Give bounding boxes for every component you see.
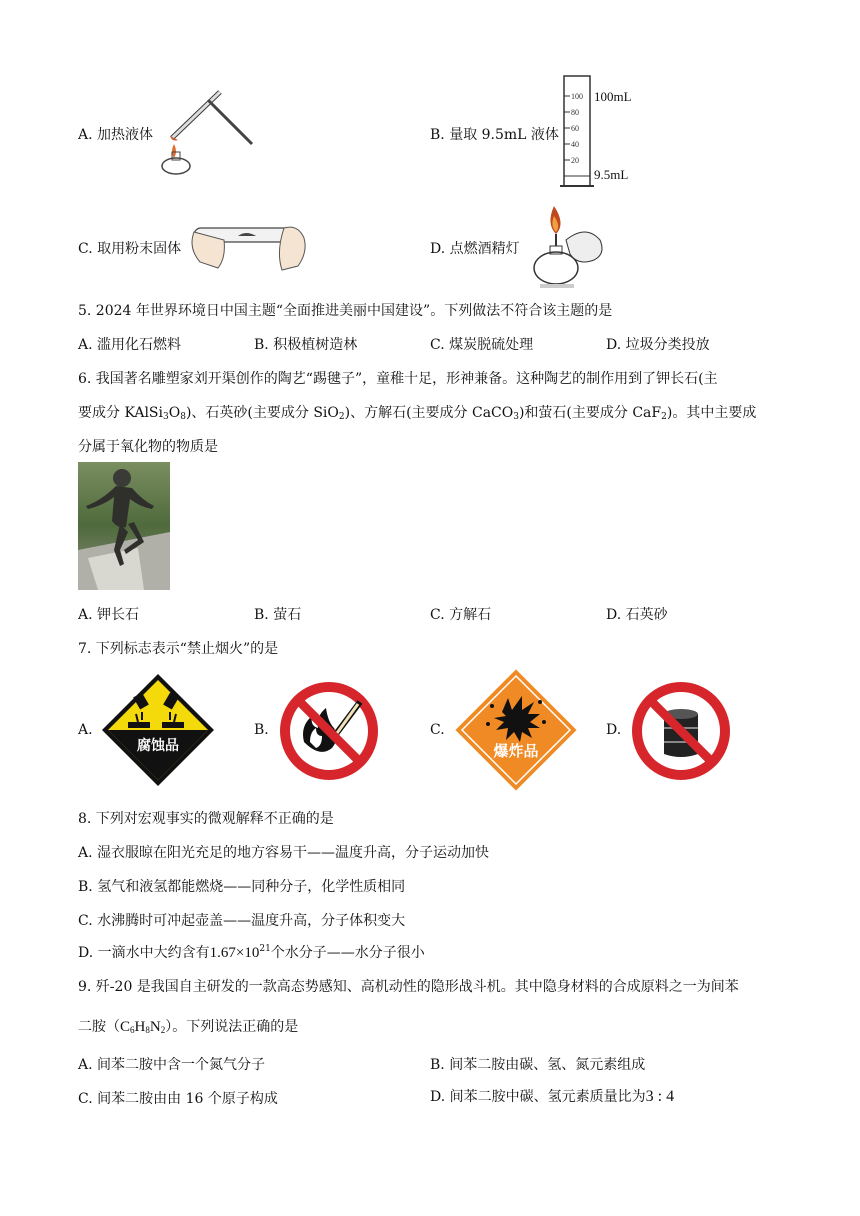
q7-option-c-label: C. [430, 722, 445, 738]
ceramic-statue-photo [78, 462, 170, 590]
q5-stem: 5. 2024 年世界环境日中国主题“全面推进美丽中国建设”。下列做法不符合该主题的是 [78, 303, 613, 319]
q7-stem: 7. 下列标志表示“禁止烟火”的是 [78, 641, 279, 657]
cylinder-top-label: 100mL [594, 89, 632, 104]
heating-liquid-illustration [160, 88, 260, 180]
no-fire-sign [278, 680, 380, 782]
q7-option-d-label: D. [606, 722, 622, 738]
cylinder-mark-label: 9.5mL [594, 167, 629, 182]
q8-option-a: A. 湿衣服晾在阳光充足的地方容易干——温度升高，分子运动加快 [78, 845, 490, 861]
q7-option-a-label: A. [78, 722, 93, 738]
q6-stem-line1: 6. 我国著名雕塑家刘开渠创作的陶艺“踢毽子”，童稚十足，形神兼备。这种陶艺的制作用到了钾长石(主 [78, 371, 718, 387]
cylinder-tick-label: 40 [571, 140, 579, 149]
q8-stem: 8. 下列对宏观事实的微观解释不正确的是 [78, 811, 334, 827]
q8-option-d: D. 一滴水中大约含有$1.67\times 10^{21}$个水分子——水分子很小 [78, 944, 425, 961]
formula: $C_6H_8N_2$ [120, 1019, 166, 1035]
q4-option-a: A. 加热液体 [78, 127, 154, 143]
q4-option-c: C. 取用粉末固体 [78, 241, 182, 257]
q9-stem-line2: 二胺$(C_6H_8N_2)$。下列说法正确的是 [78, 1019, 299, 1035]
alcohol-lamp-illustration [526, 202, 608, 292]
q5-option-b: B. 积极植树造林 [254, 337, 358, 353]
q9-stem-line1: 9. 歼-20 是我国自主研发的一款高态势感知、高机动性的隐形战斗机。其中隐身材料的合成原料之一为间苯 [78, 979, 739, 995]
q5-option-d: D. 垃圾分类投放 [606, 337, 710, 353]
q7-option-b-label: B. [254, 722, 269, 738]
q8-option-b: B. 氢气和液氢都能燃烧——同种分子，化学性质相同 [78, 879, 406, 895]
cylinder-tick-label: 80 [571, 108, 579, 117]
explosive-sign [452, 666, 580, 794]
q5-option-a: A. 滥用化石燃料 [78, 337, 182, 353]
q9-option-c: C. 间苯二胺由由 16 个原子构成 [78, 1091, 278, 1107]
graduated-cylinder-illustration [560, 72, 640, 194]
q4-option-b: B. 量取 9.5mL 液体 [430, 127, 559, 143]
q6-stem-line2: 要成分 $KAlSi_3O_8$)、石英砂(主要成分 SiO$_2$)、方解石(主要成分 CaCO$_3$)和萤石(主要成分 CaF$_2$)。其中主要成 [78, 405, 757, 422]
cylinder-tick-label: 60 [571, 124, 579, 133]
q8-option-c: C. 水沸腾时可冲起壶盖——温度升高，分子体积变大 [78, 913, 406, 929]
no-storage-sign [630, 680, 732, 782]
corrosive-sign [100, 672, 216, 788]
q9-option-b: B. 间苯二胺由碳、氢、氮元素组成 [430, 1057, 646, 1073]
powder-test-tube-illustration [188, 218, 310, 272]
q6-option-b: B. 萤石 [254, 607, 302, 623]
q6-option-c: C. 方解石 [430, 607, 492, 623]
cylinder-tick-label: 100 [571, 92, 583, 101]
explosive-sign-text: 爆炸品 [493, 742, 539, 760]
q4-option-d: D. 点燃酒精灯 [430, 241, 520, 257]
q5-option-c: C. 煤炭脱硫处理 [430, 337, 534, 353]
cylinder-tick-label: 20 [571, 156, 579, 165]
q6-option-d: D. 石英砂 [606, 607, 668, 623]
q6-option-a: A. 钾长石 [78, 607, 140, 623]
q9-option-a: A. 间苯二胺中含一个氮气分子 [78, 1057, 266, 1073]
corrosive-sign-text: 腐蚀品 [137, 738, 179, 754]
q6-stem-line3: 分属于氧化物的物质是 [78, 439, 218, 455]
q9-option-d: D. 间苯二胺中碳、氢元素质量比为3 : 4 [430, 1088, 675, 1105]
